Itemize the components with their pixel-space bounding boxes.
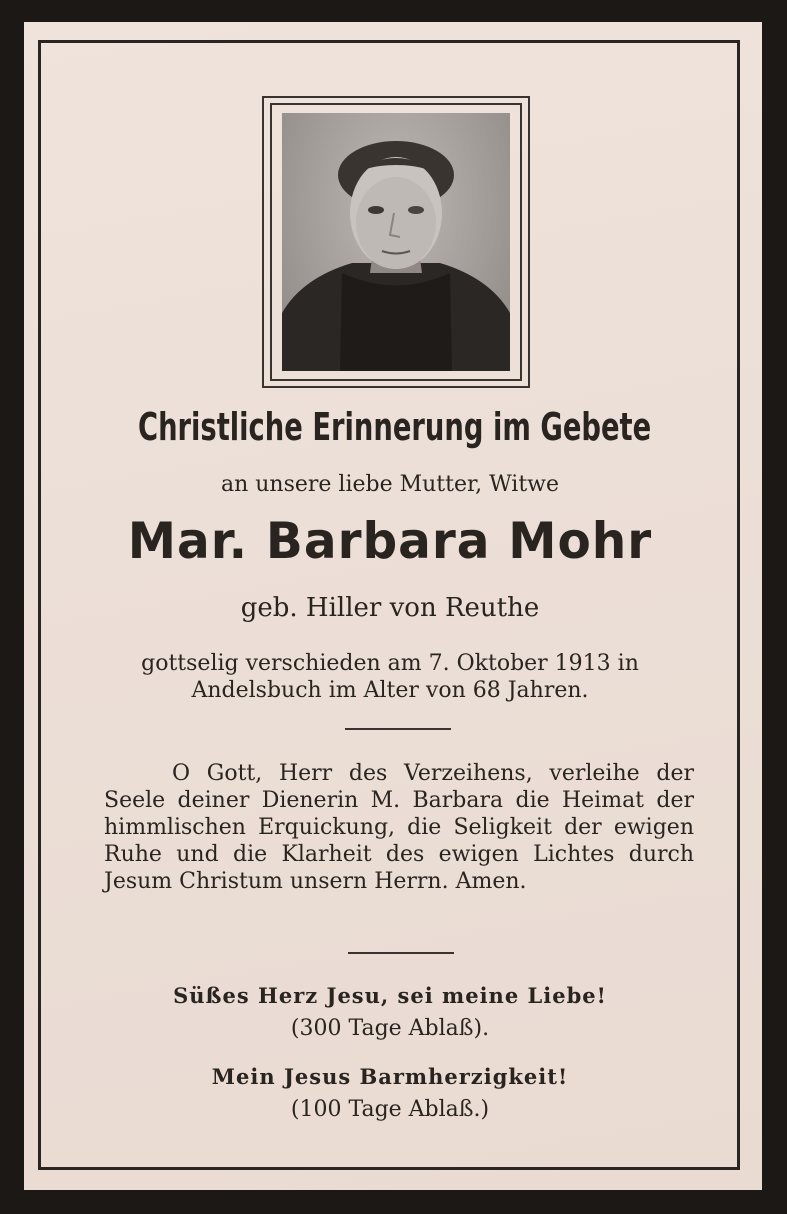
prayer-text: O Gott, Herr des Verzeihens, verleihe der Seele deiner Dienerin M. Barbara die Heimat der himmlischen Erquickung, die Seligkeit der ewigen Ruhe und die Klarheit des ewigen Lichtes durch Jesum Christum unsern Herrn. Amen. xyxy=(104,761,694,894)
indulgence-2: (100 Tage Ablaß.) xyxy=(290,1097,490,1122)
divider-rule-2 xyxy=(348,952,454,954)
portrait-photo xyxy=(282,113,510,371)
maiden-name: geb. Hiller von Reuthe xyxy=(240,593,540,623)
deceased-name: Mar. Barbara Mohr xyxy=(127,512,653,570)
card-heading: Christliche Erinnerung im Gebete xyxy=(137,405,652,449)
death-info-line-1: gottselig verschieden am 7. Oktober 1913 in xyxy=(141,651,639,676)
portrait-illustration xyxy=(282,113,510,371)
ejaculation-2: Mein Jesus Barmherzigkeit! xyxy=(211,1064,569,1089)
card-subheading: an unsere liebe Mutter, Witwe xyxy=(220,472,560,497)
indulgence-1: (300 Tage Ablaß). xyxy=(290,1016,490,1041)
death-info-line-2: Andelsbuch im Alter von 68 Jahren. xyxy=(191,678,589,703)
divider-rule-1 xyxy=(345,728,451,730)
ejaculation-1: Süßes Herz Jesu, sei meine Liebe! xyxy=(173,983,607,1008)
